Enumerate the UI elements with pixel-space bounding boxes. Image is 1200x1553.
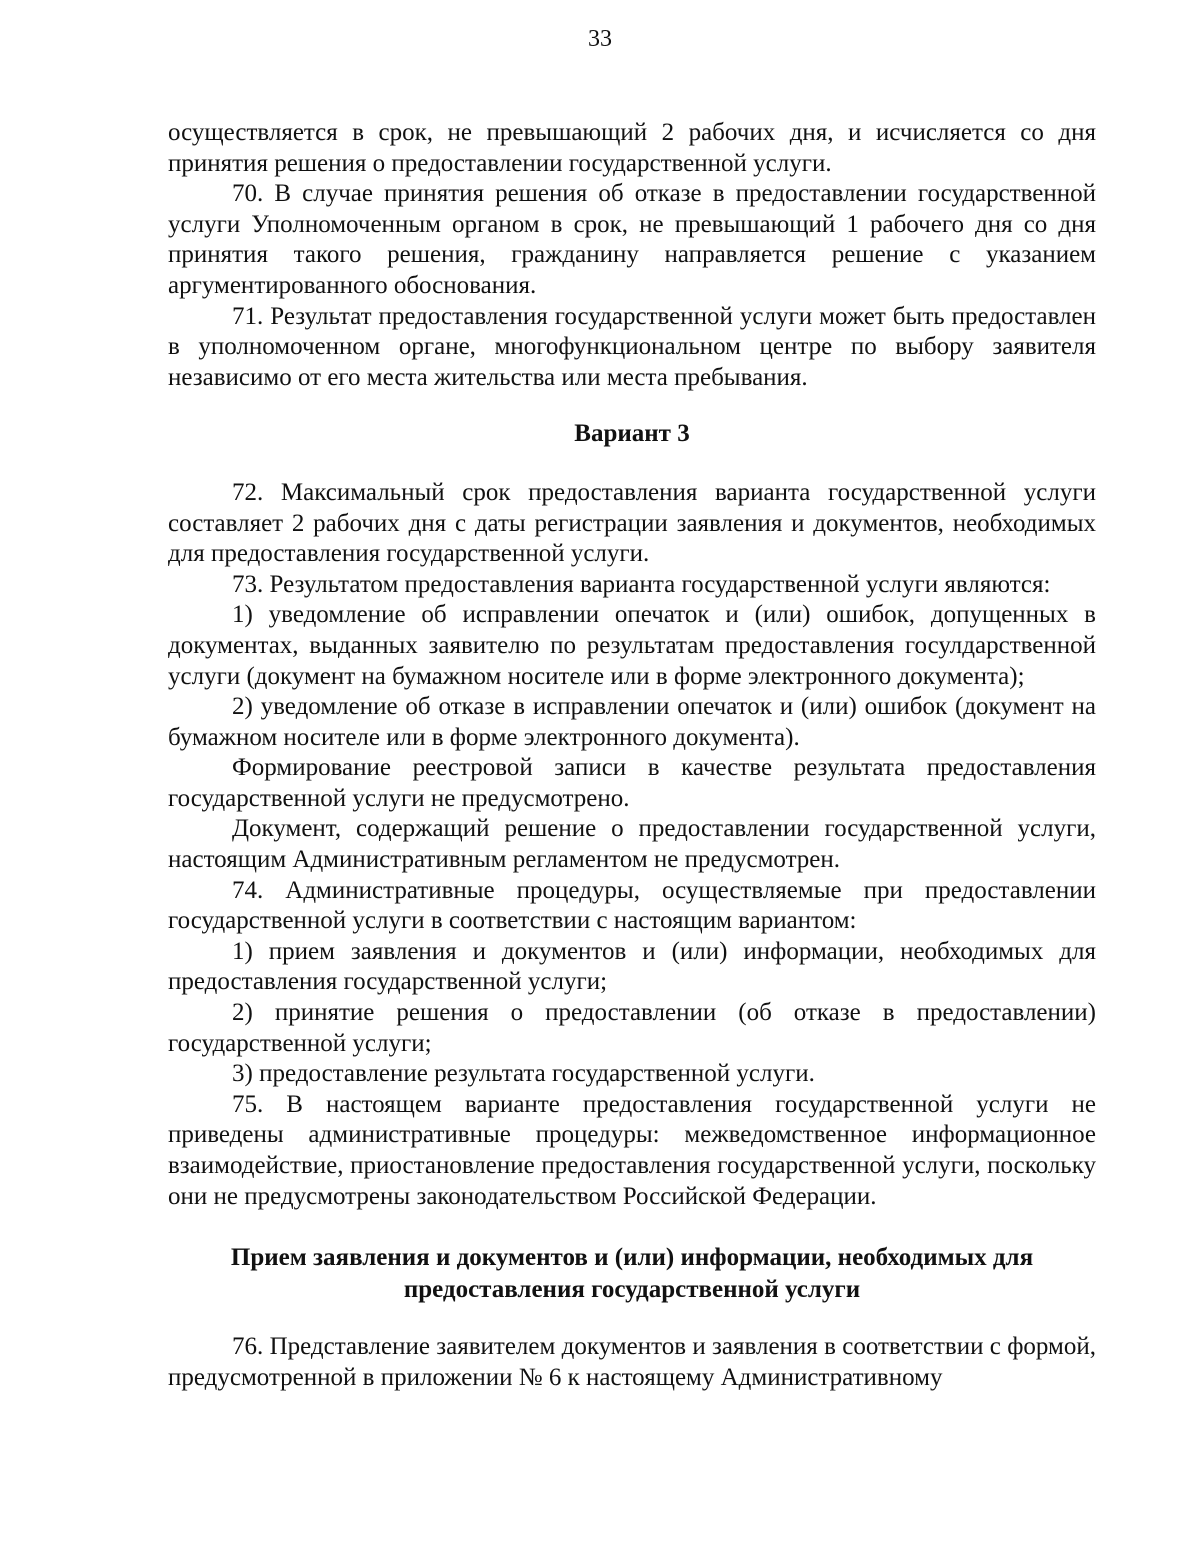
paragraph-70: 70. В случае принятия решения об отказе в предоставлении государственной услуги Уполномоченным органом в срок, не превышающий 1 рабочего дня со дня принятия такого решения, гражданину направляется решение с указанием аргументированного обоснования.	[168, 180, 1096, 299]
list-item-74-3: 3) предоставление результата государственной услуги.	[232, 1060, 815, 1088]
section-heading-line-2: предоставления государственной услуги	[403, 1276, 861, 1304]
list-item-73-2: 2) уведомление об отказе в исправлении опечаток и (или) ошибок (документ на бумажном носителе или в форме электронного документа).	[168, 693, 1096, 751]
paragraph-76: 76. Представление заявителем документов и заявления в соответствии с формой, предусмотренной в приложении № 6 к настоящему Административному	[168, 1333, 1096, 1391]
paragraph-continuation: осуществляется в срок, не превышающий 2 рабочих дня, и исчисляется со дня принятия решения о предоставлении государственной услуги.	[168, 119, 1096, 177]
document-body	[168, 118, 1096, 1393]
paragraph-73: 73. Результатом предоставления варианта государственной услуги являются:	[232, 570, 1051, 598]
paragraph-74: 74. Административные процедуры, осуществляемые при предоставлении государственной услуги в соответствии с настоящим вариантом:	[168, 876, 1096, 935]
section-heading	[168, 1242, 1096, 1306]
list-item-74-1: 1) прием заявления и документов и (или) информации, необходимых для предоставления государственной услуги;	[168, 937, 1096, 996]
page-number: 33	[588, 26, 612, 52]
paragraph-72: 72. Максимальный срок предоставления варианта государственной услуги составляет 2 рабочих дня с даты регистрации заявления и документов, необходимых для предоставления государственной услуги.	[168, 478, 1096, 568]
variant-heading: Вариант 3	[574, 420, 690, 448]
paragraph-registry-record: Формирование реестровой записи в качестве результата предоставления государственной услуги не предусмотрено.	[168, 754, 1096, 812]
paragraph-75: 75. В настоящем варианте предоставления государственной услуги не приведены административные процедуры: межведомственное информационное взаимодействие, приостановление предоставления государственной услуги, поскольку они не предусмотрены законодательством Российской Федерации.	[168, 1090, 1096, 1210]
section-heading-line-1: Прием заявления и документов и (или) информации, необходимых для	[230, 1244, 1034, 1272]
paragraph-71: 71. Результат предоставления государственной услуги может быть предоставлен в уполномоченном органе, многофункциональном центре по выбору заявителя независимо от его места жительства или места пребывания.	[168, 302, 1096, 391]
list-item-74-2: 2) принятие решения о предоставлении (об отказе в предоставлении) государственной услуги;	[168, 999, 1096, 1057]
list-item-73-1: 1) уведомление об исправлении опечаток и (или) ошибок, допущенных в документах, выданных заявителю по результатам предоставления госулдарственной услуги (документ на бумажном носителе или в форме электронного документа);	[168, 601, 1096, 690]
paragraph-decision-document: Документ, содержащий решение о предоставлении государственной услуги, настоящим Административным регламентом не предусмотрен.	[168, 815, 1096, 874]
